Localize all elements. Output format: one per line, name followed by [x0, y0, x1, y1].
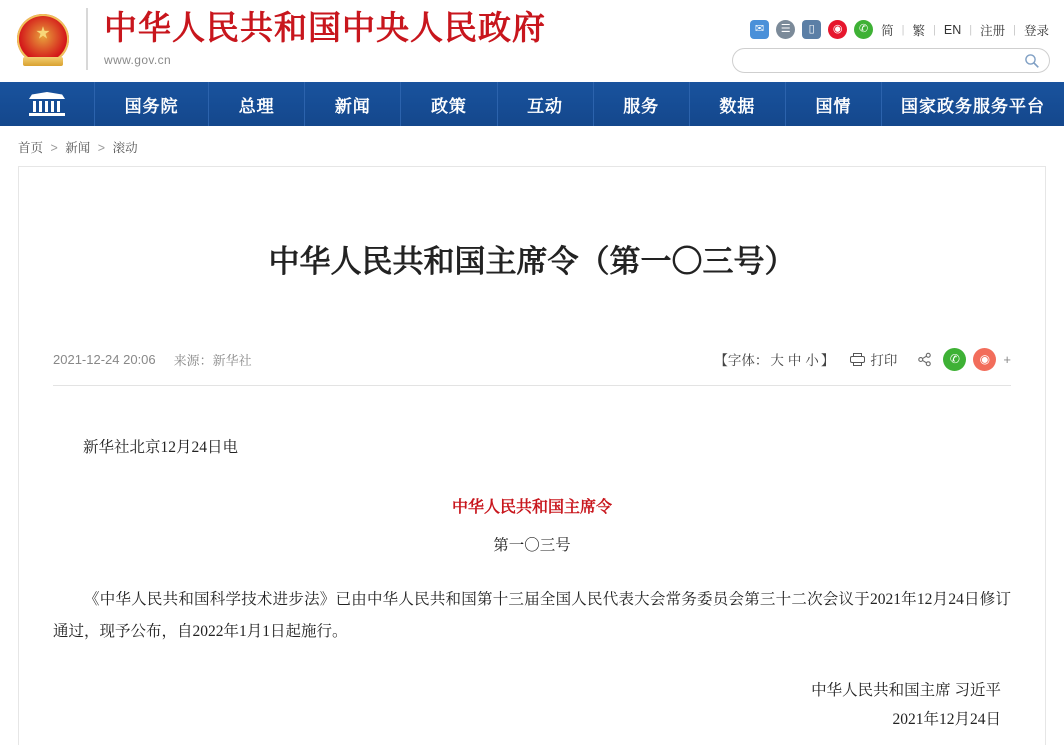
- article-container: [18, 166, 1046, 745]
- article-dateline: 新华社北京12月24日电: [83, 438, 239, 456]
- print-label: 打印: [870, 353, 898, 369]
- breadcrumb-item-rolling[interactable]: 滚动: [112, 141, 138, 155]
- nav-item-news[interactable]: 新闻: [305, 82, 401, 126]
- search-box[interactable]: [732, 48, 1050, 73]
- publish-datetime: 2021-12-24 20:06: [53, 351, 156, 367]
- search-input[interactable]: [742, 53, 1024, 69]
- nav-home-button[interactable]: [0, 82, 95, 126]
- register-link[interactable]: 注册: [980, 23, 1006, 38]
- header-utilities: [732, 8, 1050, 73]
- font-size-control: [714, 349, 834, 369]
- decree-number: 第一〇三号: [493, 537, 571, 555]
- source-label: 来源：: [173, 352, 213, 368]
- article-signature: [53, 676, 1011, 735]
- search-icon[interactable]: [1024, 53, 1040, 69]
- divider: |: [969, 23, 973, 36]
- nav-item-service[interactable]: 服务: [594, 82, 690, 126]
- search-glyph: [1024, 53, 1040, 69]
- nav-item-data[interactable]: 数据: [690, 82, 786, 126]
- article-meta-left: [53, 350, 252, 369]
- breadcrumb-separator: >: [50, 141, 58, 155]
- share-glyph: [917, 352, 932, 367]
- lang-simplified-link[interactable]: 简: [881, 23, 894, 38]
- divider: |: [1013, 23, 1016, 36]
- font-size-label-end: 】: [820, 353, 835, 369]
- article-paragraph: 《中华人民共和国科学技术进步法》已由中华人民共和国第十三届全国人民代表大会常务委员会第三十二次会议于2021年12月24日修订通过，现予公布，自2022年1月1日起施行。: [53, 591, 1011, 641]
- mail-icon[interactable]: ✉: [750, 20, 769, 39]
- utility-row: [750, 20, 1050, 39]
- signature-date: 2021年12月24日: [892, 711, 1001, 729]
- lang-english-link[interactable]: EN: [943, 22, 962, 37]
- article-source: [174, 350, 252, 369]
- wechat-share-icon[interactable]: ✆: [943, 348, 966, 371]
- nav-item-policy[interactable]: 政策: [401, 82, 497, 126]
- font-size-large-button[interactable]: 大: [770, 353, 784, 369]
- printer-icon: [850, 353, 865, 366]
- breadcrumb-item-news[interactable]: 新闻: [65, 141, 91, 155]
- font-size-small-button[interactable]: 小: [805, 353, 819, 369]
- article-body: [53, 386, 1011, 745]
- print-button[interactable]: [850, 349, 897, 369]
- share-icon[interactable]: [913, 348, 936, 371]
- nav-item-interaction[interactable]: 互动: [498, 82, 594, 126]
- decree-title: 中华人民共和国主席令: [451, 498, 612, 516]
- wechat-icon[interactable]: ✆: [854, 20, 873, 39]
- mobile-icon[interactable]: ▯: [802, 20, 821, 39]
- breadcrumb: [0, 126, 1064, 166]
- share-group: [913, 348, 1011, 371]
- tiananmen-icon: [28, 92, 66, 116]
- divider: |: [933, 23, 936, 36]
- weibo-share-icon[interactable]: ◉: [973, 348, 996, 371]
- login-link[interactable]: 登录: [1023, 23, 1049, 38]
- site-title: 中华人民共和国中央人民政府: [104, 11, 546, 48]
- main-navigation: [0, 82, 1064, 126]
- breadcrumb-separator: >: [97, 141, 106, 155]
- more-share-icon[interactable]: +: [1003, 351, 1011, 367]
- page-title: 中华人民共和国主席令（第一〇三号）: [268, 243, 796, 279]
- nav-item-premier[interactable]: 总理: [209, 82, 305, 126]
- site-header: [0, 0, 1064, 82]
- weibo-icon[interactable]: ◉: [828, 20, 847, 39]
- site-url: www.gov.cn: [104, 52, 172, 67]
- article-meta: [53, 304, 1011, 386]
- lang-traditional-link[interactable]: 繁: [912, 23, 926, 38]
- signature-name: 中华人民共和国主席 习近平: [811, 681, 1001, 699]
- article-meta-right: [714, 348, 1011, 371]
- national-emblem-icon: ★: [14, 10, 72, 68]
- divider: |: [901, 23, 905, 36]
- nav-item-national-conditions[interactable]: 国情: [786, 82, 882, 126]
- nav-item-government-service-platform[interactable]: 国家政务服务平台: [901, 96, 1045, 116]
- nav-item-state-council[interactable]: 国务院: [95, 82, 209, 126]
- breadcrumb-item-home[interactable]: 首页: [18, 141, 44, 155]
- font-size-label: 【字体：: [714, 353, 769, 369]
- rss-icon[interactable]: ☰: [776, 20, 795, 39]
- font-size-medium-button[interactable]: 中: [787, 353, 802, 369]
- site-identity: [86, 8, 546, 70]
- source-value: 新华社: [212, 352, 252, 368]
